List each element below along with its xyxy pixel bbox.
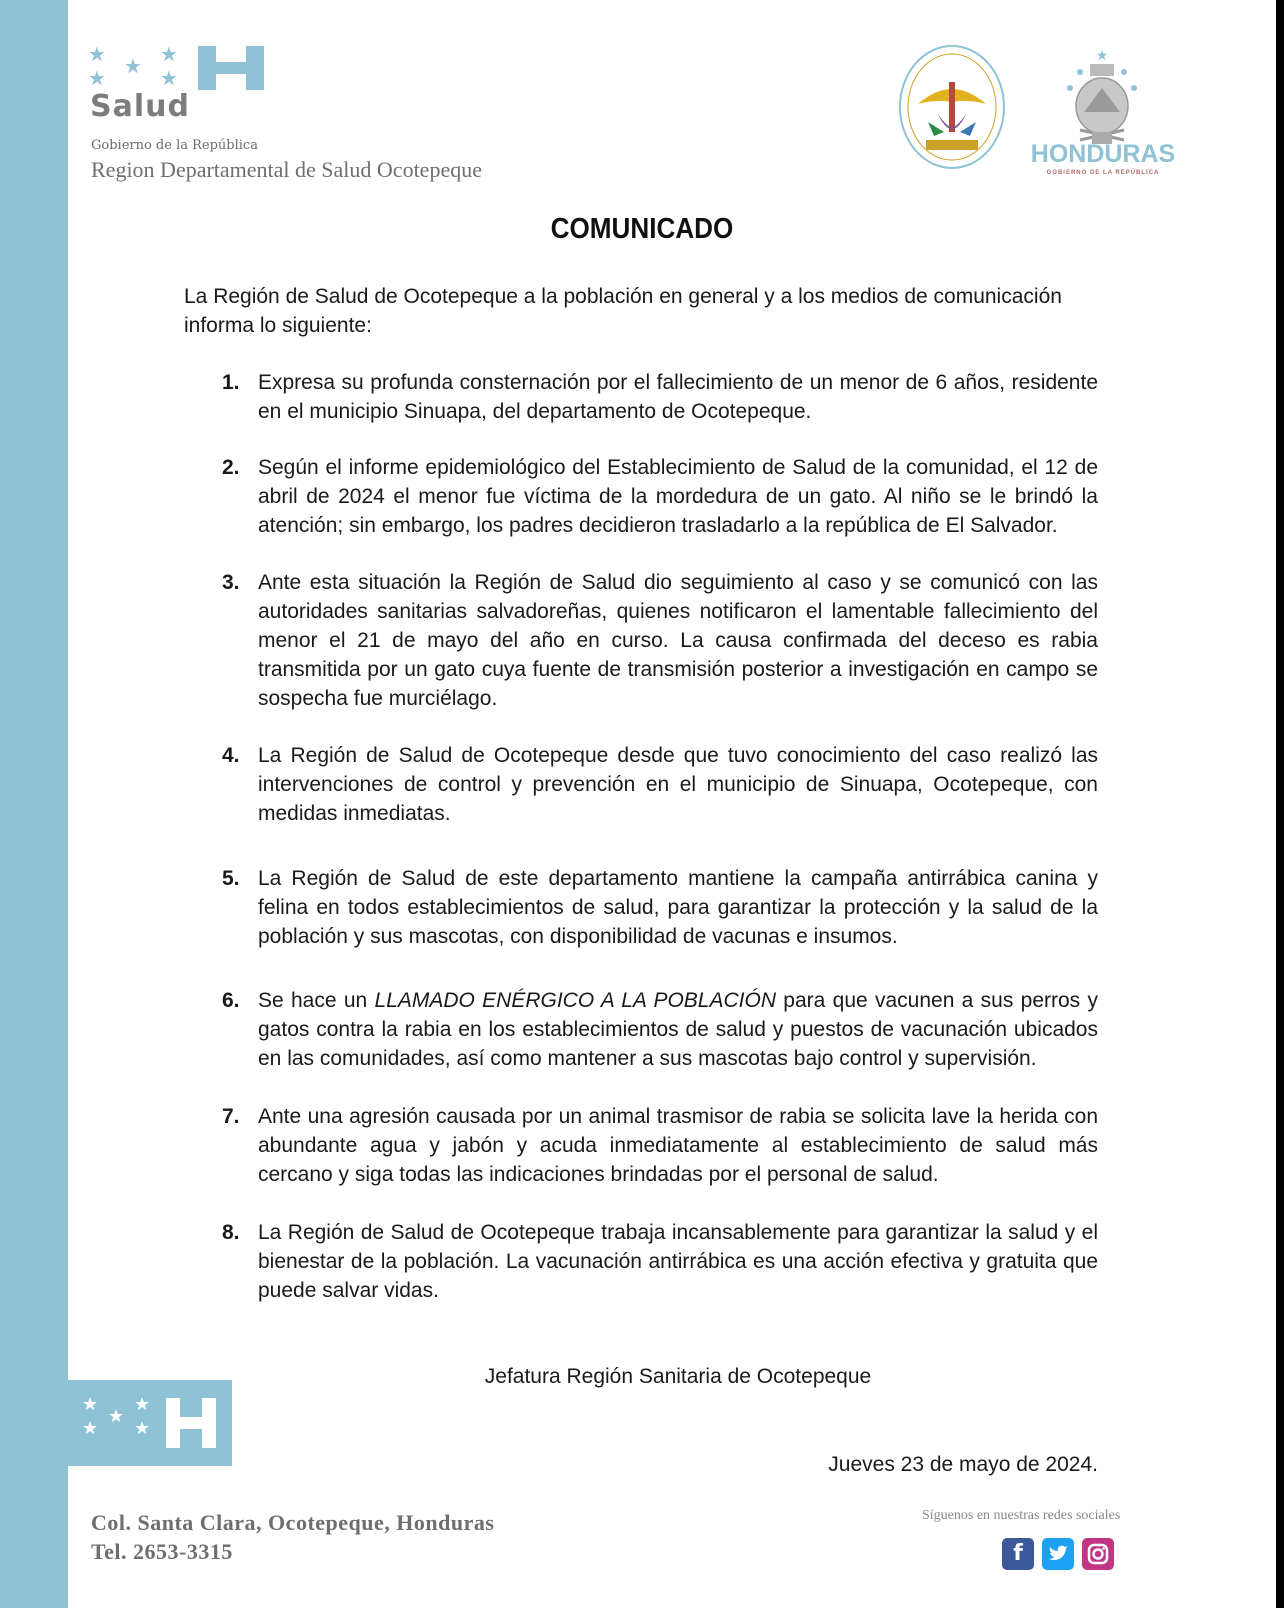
item-number: 6. bbox=[222, 989, 240, 1012]
document-title: COMUNICADO bbox=[550, 213, 734, 245]
item-text: Según el informe epidemiológico del Establecimiento de Salud de la comunidad, el 12 de abril de 2024 el menor fue víctima de la mordedura de un gato. Al niño se le brindó la atención; sin embargo, los padres decidieron trasladarlo a la república de El Salvador. bbox=[258, 456, 1098, 537]
facebook-icon[interactable]: f bbox=[1002, 1538, 1034, 1570]
item-text: Ante una agresión causada por un animal trasmisor de rabia se solicita lave la herida con abundante agua y jabón y acuda inmediatamente al establecimiento de salud más cercano y siga todas las indicaciones brindadas por el personal de salud. bbox=[258, 1105, 1098, 1186]
honduras-subtitle: GOBIERNO DE LA REPÚBLICA bbox=[1046, 170, 1160, 176]
item-text: La Región de Salud de Ocotepeque desde que tuvo conocimiento del caso realizó las intervenciones de control y prevención en el municipio de Sinuapa, Ocotepeque, con medidas inmediatas. bbox=[258, 744, 1098, 825]
item-text-before: Se hace un bbox=[258, 989, 375, 1012]
item-text bbox=[258, 986, 1098, 1073]
social-links bbox=[1002, 1538, 1122, 1572]
item-text: La Región de Salud de este departamento mantiene la campaña antirrábica canina y felina en todos establecimientos de salud, para garantizar la protección y la salud de la población y sus mascotas, con disponibilidad de vacunas e insumos. bbox=[258, 867, 1098, 948]
footer-phone: Tel. 2653-3315 bbox=[91, 1539, 233, 1564]
svg-text:★: ★ bbox=[1095, 47, 1109, 63]
item-text: Ante esta situación la Región de Salud dio seguimiento al caso y se comunicó con las autoridades sanitarias salvadoreñas, quienes notificaron el lamentable fallecimiento del menor el 21 de mayo del año en curso. La causa confirmada del deceso es rabia transmitida por un gato cuya fuente de transmisión posterior a investigación en campo se sospecha fue murciélago. bbox=[258, 571, 1098, 710]
document-date: Jueves 23 de mayo de 2024. bbox=[828, 1453, 1098, 1476]
item-number: 3. bbox=[222, 571, 240, 594]
footer-address: Col. Santa Clara, Ocotepeque, Honduras bbox=[91, 1510, 495, 1535]
item-number: 1. bbox=[222, 371, 240, 394]
intro-paragraph: La Región de Salud de Ocotepeque a la población en general y a los medios de comunicación informa lo siguiente: bbox=[184, 285, 1062, 337]
signature-line: Jefatura Región Sanitaria de Ocotepeque bbox=[484, 1365, 872, 1388]
twitter-bird-glyph bbox=[1042, 1538, 1074, 1570]
honduras-wordmark: HONDURAS bbox=[1030, 140, 1176, 168]
stars-icon: ★ ★ ★ ★ ★ bbox=[82, 1394, 151, 1438]
footer-logo bbox=[68, 1380, 232, 1466]
h-mark-icon bbox=[166, 1398, 216, 1448]
item-text-after: para que vacunen a sus perros y gatos contra la rabia en los establecimientos de salud y puestos de vacunación ubicados en las comunidades, así como mantener a sus mascotas bajo control y supervisión. bbox=[258, 989, 1098, 1070]
social-caption: Síguenos en nuestras redes sociales bbox=[922, 1508, 1121, 1523]
logo-salud-word: Salud bbox=[90, 89, 190, 124]
item-text-emphasis: LLAMADO ENÉRGICO A LA POBLACIÓN bbox=[374, 989, 776, 1012]
item-number: 2. bbox=[222, 456, 240, 479]
stars-icon: ★ ★ ★ ★ ★ bbox=[88, 44, 178, 90]
item-number: 8. bbox=[222, 1221, 240, 1244]
item-number: 7. bbox=[222, 1105, 240, 1128]
instagram-icon[interactable] bbox=[1082, 1538, 1114, 1570]
item-text: Expresa su profunda consternación por el fallecimiento de un menor de 6 años, residente en el municipio Sinuapa, del departamento de Ocotepeque. bbox=[258, 371, 1098, 423]
item-text: La Región de Salud de Ocotepeque trabaja incansablemente para garantizar la salud y el bienestar de la población. La vacunación antirrábica es una acción efectiva y gratuita que puede salvar vidas. bbox=[258, 1221, 1098, 1302]
twitter-icon[interactable] bbox=[1042, 1538, 1074, 1570]
salud-logo bbox=[88, 42, 288, 122]
item-number: 5. bbox=[222, 867, 240, 890]
item-number: 4. bbox=[222, 744, 240, 767]
secretaria-salud-seal-icon bbox=[898, 44, 1006, 170]
instagram-camera-glyph bbox=[1082, 1538, 1114, 1570]
h-mark-icon bbox=[198, 46, 264, 90]
region-label: Region Departamental de Salud Ocotepeque bbox=[91, 157, 482, 182]
government-label: Gobierno de la República bbox=[91, 138, 258, 153]
